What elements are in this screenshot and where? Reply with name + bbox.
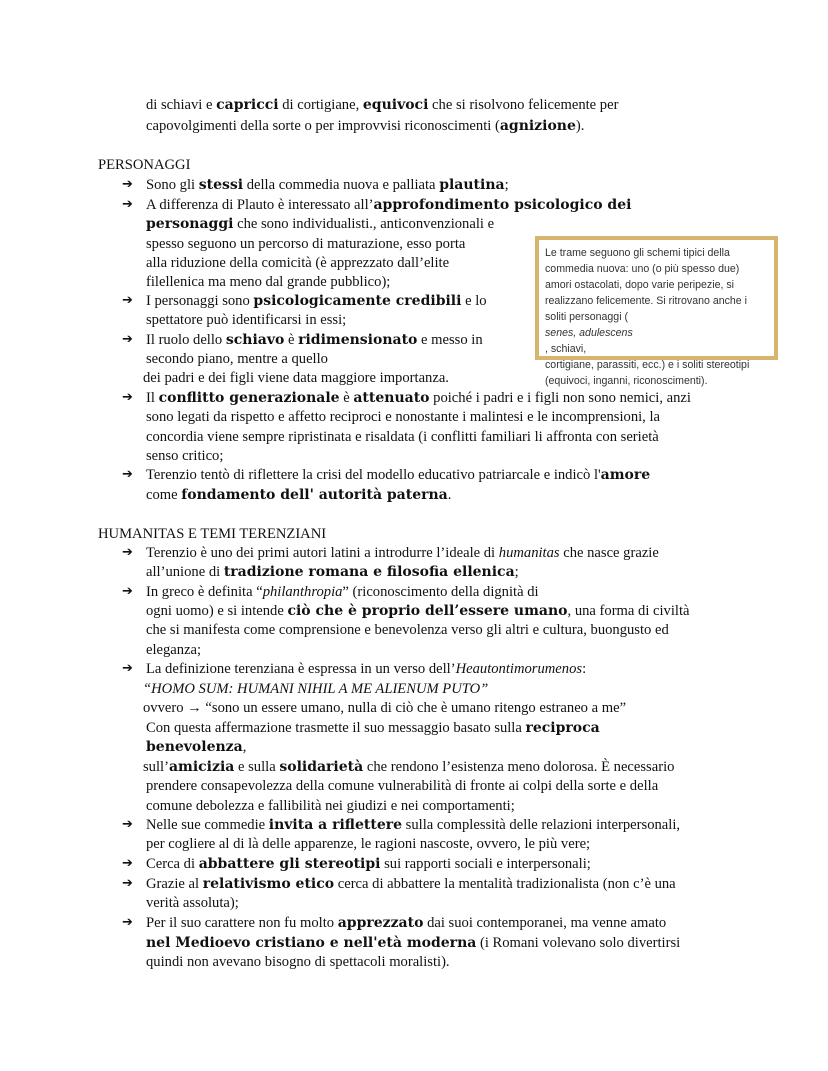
bullet-text: sull’amicizia e sulla solidarietà che rendono l’esistenza meno dolorosa. È necessario <box>143 759 675 775</box>
bullet-text: prendere consapevolezza della comune vulnerabilità di fronte ai colpi della sorte e della <box>146 778 659 794</box>
bullet-text: Terenzio tentò di riflettere la crisi del modello educativo patriarcale e indicò l'amore <box>146 467 651 483</box>
bullet-text: Sono gli stessi della commedia nuova e palliata plautina; <box>146 177 509 193</box>
bullet-text: ogni uomo) e si intende ciò che è proprio dell’essere umano, una forma di civiltà <box>146 603 690 619</box>
bullet-text: all’unione di tradizione romana e filosofia ellenica; <box>146 564 519 580</box>
bullet-text: ovvero → “sono un essere umano, nulla di ciò che è umano ritengo estraneo a me” <box>143 700 627 716</box>
bullet-text: Cerca di abbattere gli stereotipi sui rapporti sociali e interpersonali; <box>146 856 591 872</box>
arrow-bullet-icon: ➔ <box>122 876 133 891</box>
arrow-bullet-icon: ➔ <box>122 545 133 560</box>
arrow-bullet-icon: ➔ <box>122 177 133 192</box>
bullet-text: Grazie al relativismo etico cerca di abbattere la mentalità tradizionalista (non c’è una <box>146 876 676 892</box>
arrow-bullet-icon: ➔ <box>122 661 133 676</box>
section-heading-humanitas: HUMANITAS E TEMI TERENZIANI <box>98 526 327 542</box>
bullet-text: Il ruolo dello schiavo è ridimensionato e messo in <box>146 332 483 348</box>
box-line: soliti personaggi ( senes, adulescens , schiavi, <box>545 311 633 355</box>
arrow-bullet-icon: ➔ <box>122 197 133 212</box>
bullet-text: nel Medioevo cristiano e nell'età moderna (i Romani volevano solo divertirsi <box>146 935 681 951</box>
bullet-text: spettatore può identificarsi in essi; <box>146 312 347 328</box>
bullet-text: concordia viene sempre ripristinata e risaldata (i conflitti familiari li affronta con serietà <box>146 429 659 445</box>
bullet-text: quindi non avevano bisogno di spettacoli moralisti). <box>146 954 450 970</box>
bullet-text: sono legati da rispetto e affetto reciproci e nonostante i malintesi e le incomprensioni, la <box>146 409 661 425</box>
arrow-bullet-icon: ➔ <box>122 332 133 347</box>
bullet-text: benevolenza, <box>146 739 247 755</box>
arrow-bullet-icon: ➔ <box>122 584 133 599</box>
bullet-text: verità assoluta); <box>146 895 239 911</box>
inset-text-box <box>535 236 778 387</box>
bullet-text: spesso seguono un percorso di maturazione, esso porta <box>146 236 466 252</box>
bullet-text: senso critico; <box>146 448 224 464</box>
latin-quote: “HOMO SUM: HUMANI NIHIL A ME ALIENUM PUTO” <box>143 681 489 697</box>
bullet-text: come fondamento dell' autorità paterna. <box>146 487 452 503</box>
box-line: Le trame seguono gli schemi tipici della <box>545 247 730 259</box>
bullet-text: eleganza; <box>146 642 202 658</box>
bullet-text: I personaggi sono psicologicamente credibili e lo <box>146 293 487 309</box>
bullet-text: secondo piano, mentre a quello <box>146 351 328 367</box>
box-line: cortigiane, parassiti, ecc.) e i soliti stereotipi <box>545 359 750 371</box>
arrow-bullet-icon: ➔ <box>122 293 133 308</box>
arrow-bullet-icon: ➔ <box>122 856 133 871</box>
arrow-bullet-icon: ➔ <box>122 390 133 405</box>
bullet-text: filellenica ma meno dal grande pubblico); <box>146 274 391 290</box>
box-line: (equivoci, inganni, riconoscimenti). <box>545 375 708 387</box>
arrow-bullet-icon: ➔ <box>122 915 133 930</box>
bullet-text: alla riduzione della comicità (è apprezzato dall’elite <box>146 255 450 271</box>
arrow-bullet-icon: ➔ <box>122 817 133 832</box>
bullet-text: per cogliere al di là delle apparenze, le ragioni nascoste, ovvero, le più vere; <box>146 836 591 852</box>
section-heading-personaggi: PERSONAGGI <box>98 157 191 173</box>
bullet-text: Terenzio è uno dei primi autori latini a introdurre l’ideale di humanitas che nasce grazie <box>146 545 659 561</box>
bullet-text: personaggi che sono individualisti., anticonvenzionali e <box>146 216 495 232</box>
bullet-text: Con questa affermazione trasmette il suo messaggio basato sulla reciproca <box>146 720 600 736</box>
bullet-text: A differenza di Plauto è interessato all’approfondimento psicologico dei <box>146 197 632 213</box>
box-line: realizzano felicemente. Si ritrovano anche i <box>545 295 747 307</box>
bullet-text: La definizione terenziana è espressa in un verso dell’Heautontimorumenos: <box>146 661 587 677</box>
box-line: commedia nuova: uno (o più spesso due) <box>545 263 740 275</box>
bullet-text: che si manifesta come comprensione e benevolenza verso gli altri e cultura, buongusto ed <box>146 622 669 638</box>
text-line: capovolgimenti della sorte o per improvvisi riconoscimenti (agnizione). <box>146 118 585 134</box>
box-line: amori ostacolati, dopo varie peripezie, si <box>545 279 735 291</box>
text-line: di schiavi e capricci di cortigiane, equivoci che si risolvono felicemente per <box>146 97 619 113</box>
bullet-text: dei padri e dei figli viene data maggiore importanza. <box>143 370 449 386</box>
bullet-text: Il conflitto generazionale è attenuato poiché i padri e i figli non sono nemici, anzi <box>146 390 691 406</box>
bullet-text: In greco è definita “philanthropia” (riconoscimento della dignità di <box>146 584 539 600</box>
bullet-text: Per il suo carattere non fu molto apprezzato dai suoi contemporanei, ma venne amato <box>146 915 667 931</box>
bullet-text: Nelle sue commedie invita a riflettere sulla complessità delle relazioni interpersonali, <box>146 817 681 833</box>
bullet-text: comune debolezza e fallibilità nei giudizi e nei comportamenti; <box>146 798 515 814</box>
arrow-bullet-icon: ➔ <box>122 467 133 482</box>
